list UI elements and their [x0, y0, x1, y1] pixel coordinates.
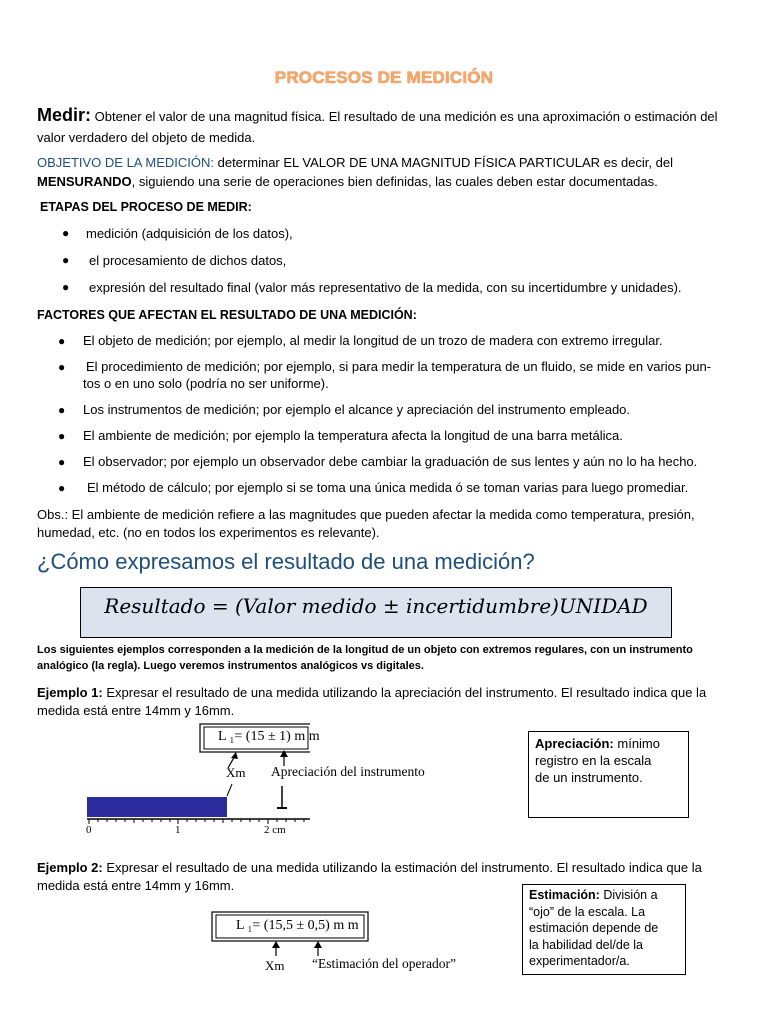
- factores-item-1: El objeto de medición; por ejemplo, al medir la longitud de un trozo de madera con extremo irregular.: [83, 333, 663, 348]
- estimacion-definition-line4: la habilidad del/de la: [529, 937, 643, 952]
- measured-object-bar: [87, 797, 227, 817]
- objetivo-line2: [37, 172, 727, 191]
- estimacion-definition-box: [522, 884, 686, 975]
- bullet: ●: [58, 481, 66, 495]
- intro-line1: Los siguientes ejemplos corresponden a la medición de la longitud de un objeto con extremos regulares, con un instrumento: [37, 644, 693, 656]
- arrow-head: [231, 752, 238, 759]
- bullet: ●: [62, 253, 70, 267]
- estimacion-def-text1: División a: [603, 888, 658, 902]
- formula: Resultado = (Valor medido ± incertidumbre)UNIDAD: [104, 594, 648, 618]
- apreciacion-definition-box: [528, 731, 689, 818]
- intro-line2: analógico (la regla). Luego veremos instrumentos analógicos vs digitales.: [37, 660, 424, 672]
- bullet: ●: [58, 334, 66, 348]
- mensurando-term: MENSURANDO: [37, 174, 132, 189]
- ejemplo1-text: Expresar el resultado de una medida utilizando la apreciación del instrumento. El resultado indica que la: [106, 685, 707, 700]
- factores-item-5: El observador; por ejemplo un observador debe cambiar la graduación de sus lentes y aún no lo ha hecho.: [83, 454, 698, 469]
- tick-label-1: 1: [175, 824, 181, 836]
- obs-line2: humedad, etc. (no en todos los experimentos es relevante).: [37, 525, 380, 540]
- ejemplo2-xm-label: Xm: [265, 958, 285, 973]
- estimacion-definition-line2: “ojo” de la escala. La: [529, 904, 646, 919]
- medir-line2: valor verdadero del objeto de medida.: [37, 130, 256, 145]
- ejemplo1-label: Ejemplo 1:: [37, 685, 103, 700]
- factores-item-2b: tos o en uno solo (podría no ser uniforme).: [83, 376, 329, 391]
- factores-item-4: El ambiente de medición; por ejemplo la temperatura afecta la longitud de una barra metálica.: [83, 428, 623, 443]
- tick-label-0: 0: [86, 824, 92, 836]
- arrow-head: [280, 750, 288, 757]
- ejemplo1-line2: medida está entre 14mm y 16mm.: [37, 703, 235, 718]
- medir-term: Medir:: [37, 105, 91, 125]
- objetivo-line2-text: , siguiendo una serie de operaciones bien definidas, las cuales deben estar documentadas.: [131, 174, 658, 189]
- section-heading: ¿Cómo expresamos el resultado de una medición?: [37, 549, 535, 574]
- arrow-head: [272, 941, 280, 948]
- ejemplo2-text: Expresar el resultado de una medida utilizando la estimación del instrumento. El resultado indica que la: [106, 860, 702, 875]
- etapas-item-2: el procesamiento de dichos datos,: [89, 253, 287, 268]
- factores-item-2a: El procedimiento de medición; por ejemplo, si para medir la temperatura de un fluido, se mide en varios pun-: [86, 359, 712, 374]
- ejemplo1-xm-label: Xm: [226, 765, 246, 780]
- ejemplo2-line1: [37, 858, 727, 877]
- etapas-item-3: expresión del resultado final (valor más representativo de la medida, con su incertidumbre y unidades).: [89, 280, 682, 295]
- estimacion-definition-line5: experimentador/a.: [529, 954, 630, 968]
- apreciacion-definition-line1: [535, 735, 682, 752]
- factores-item-6: El método de cálculo; por ejemplo si se toma una única medida ó se toman varias para luego promediar.: [87, 480, 689, 495]
- ejemplo1-line1: [37, 683, 727, 702]
- bullet: ●: [58, 360, 66, 374]
- objetivo-label: OBJETIVO DE LA MEDICIÓN:: [37, 155, 214, 170]
- apreciacion-term: Apreciación:: [535, 736, 614, 751]
- objetivo-line1: [37, 153, 727, 172]
- ejemplo2-line2: medida está entre 14mm y 16mm.: [37, 878, 235, 893]
- bullet: ●: [62, 226, 70, 240]
- medir-line1: Obtener el valor de una magnitud física. El resultado de una medición es una aproximación o estimación del: [94, 109, 718, 124]
- ejemplo2-label: Ejemplo 2:: [37, 860, 103, 875]
- ejemplo2-result: L ₁= (15,5 ± 0,5) m m: [236, 918, 359, 933]
- apreciacion-definition-line3: de un instrumento.: [535, 770, 643, 785]
- estimacion-definition-line1: [529, 887, 679, 904]
- apreciacion-definition-line2: registro en la escala: [535, 753, 652, 768]
- arrow-head: [314, 941, 322, 948]
- tick-label-2: 2 cm: [264, 824, 286, 836]
- estimacion-definition-line3: estimación depende de: [529, 921, 659, 935]
- ejemplo2-estimacion-label: “Estimación del operador”: [312, 956, 456, 971]
- estimacion-term: Estimación:: [529, 888, 600, 902]
- bullet: ●: [58, 403, 66, 417]
- medir-paragraph: [37, 106, 727, 126]
- bullet: ●: [58, 429, 66, 443]
- bullet: ●: [62, 280, 70, 294]
- ejemplo1-apreciacion-label: Apreciación del instrumento: [271, 764, 425, 779]
- factores-heading: FACTORES QUE AFECTAN EL RESULTADO DE UNA MEDICIÓN:: [37, 308, 417, 322]
- ejemplo1-result: L ₁= (15 ± 1) m m: [218, 729, 320, 744]
- etapas-item-1: medición (adquisición de los datos),: [86, 226, 293, 241]
- etapas-heading: ETAPAS DEL PROCESO DE MEDIR:: [40, 200, 252, 214]
- apreciacion-def-text1: mínimo: [617, 736, 660, 751]
- page-title: PROCESOS DE MEDICIÓN: [274, 68, 494, 87]
- factores-item-3: Los instrumentos de medición; por ejemplo el alcance y apreciación del instrumento empleado.: [83, 402, 631, 417]
- xm-pointer: [227, 784, 232, 796]
- obs-line1: Obs.: El ambiente de medición refiere a las magnitudes que pueden afectar la medida como temperatura, presión,: [37, 507, 695, 522]
- objetivo-text: determinar EL VALOR DE UNA MAGNITUD FÍSICA PARTICULAR es decir, del: [217, 155, 673, 170]
- bullet: ●: [58, 455, 66, 469]
